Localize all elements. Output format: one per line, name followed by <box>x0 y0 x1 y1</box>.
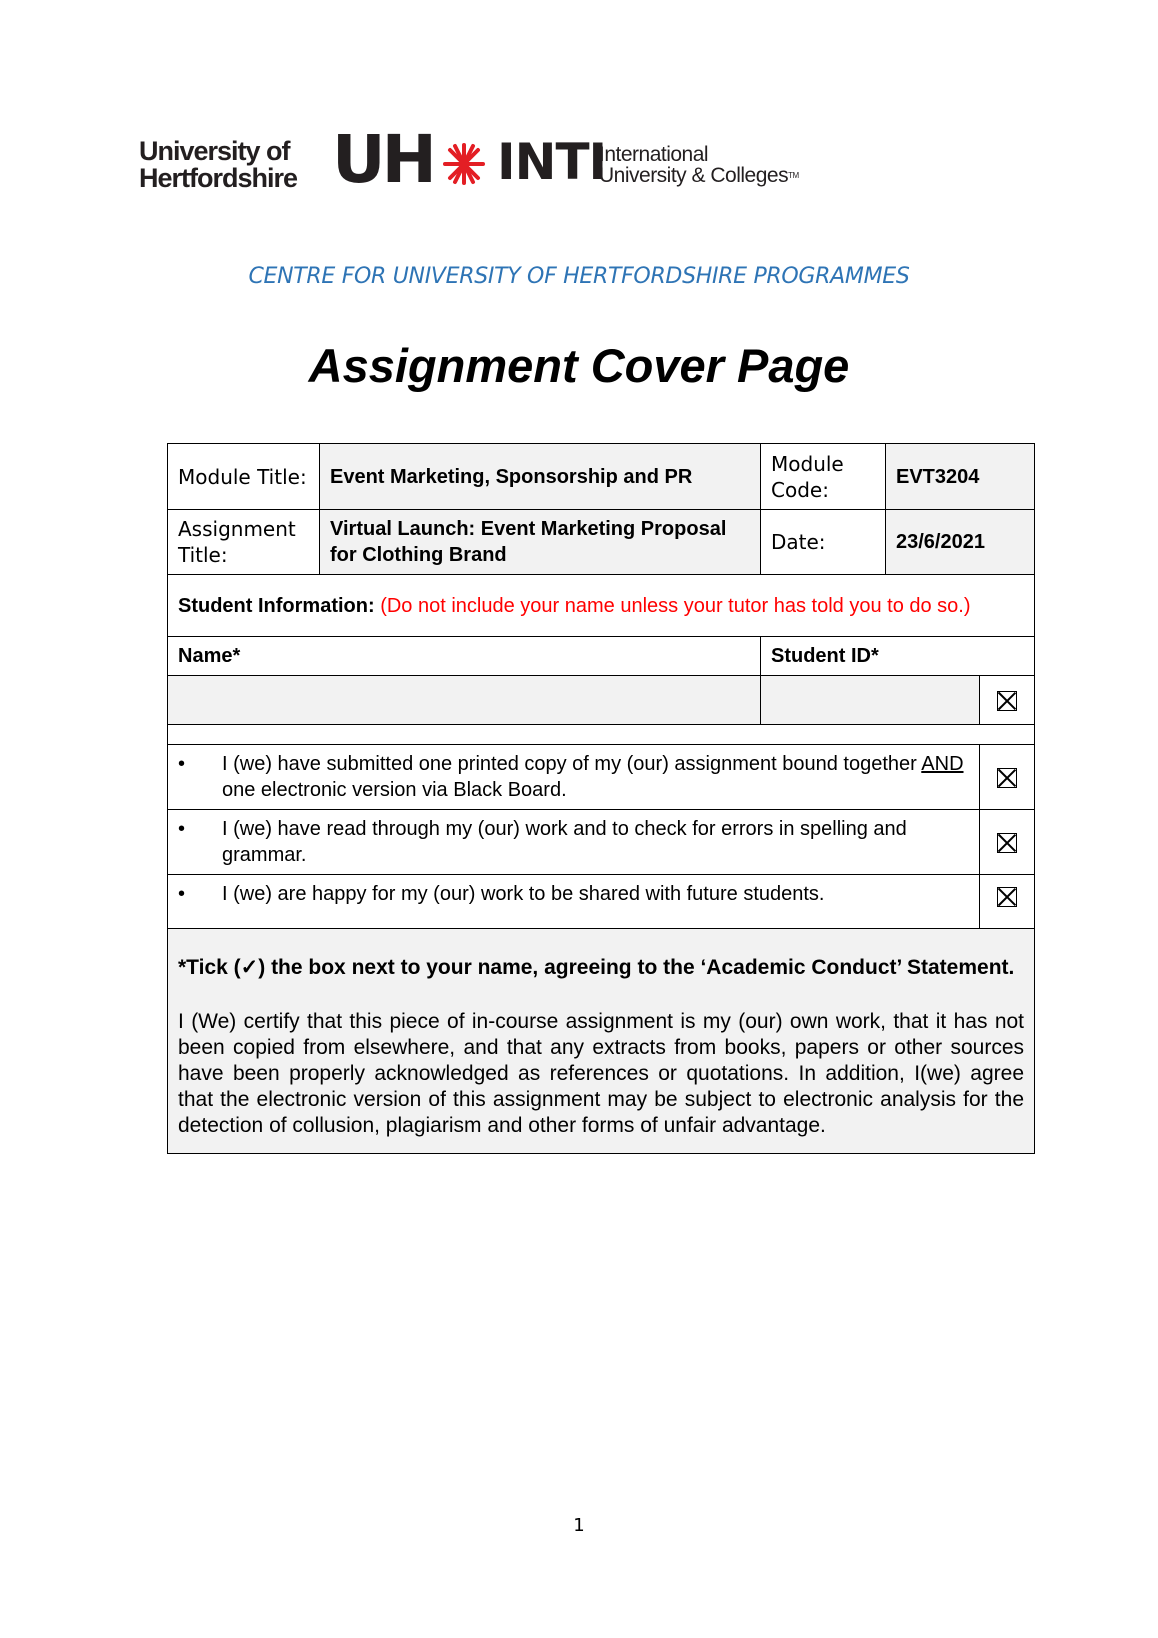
cover-table <box>167 443 1035 1154</box>
student-id-header: Student ID* <box>761 637 1035 676</box>
page-title: Assignment Cover Page <box>308 339 850 392</box>
name-header: Name* <box>168 637 761 676</box>
uh-wordmark: UH <box>332 121 433 198</box>
inti-wordmark: INTI <box>497 133 607 191</box>
inti-star-icon <box>439 139 489 189</box>
student-id-field[interactable] <box>761 676 980 725</box>
checked-box-icon <box>997 691 1017 711</box>
centre-heading: CENTRE FOR UNIVERSITY OF HERTFORDSHIRE PROGRAMMES <box>248 264 910 289</box>
checklist-checkbox[interactable] <box>980 810 1035 875</box>
conduct-checkbox[interactable] <box>980 676 1035 725</box>
assignment-title-value[interactable]: Virtual Launch: Event Marketing Proposal for Clothing Brand <box>320 510 761 575</box>
institution-logo <box>139 121 839 198</box>
checklist-item: • I (we) have submitted one printed copy of my (our) assignment bound together AND one electronic version via Black Board. <box>168 745 980 810</box>
checklist-item: • I (we) have read through my (our) work and to check for errors in spelling and grammar. <box>168 810 980 875</box>
statement-text: I (We) certify that this piece of in-course assignment is my (our) own work, that it has not been copied from elsewhere, and that any extracts from books, papers or other sources have been properly acknowledged as references or quotations. In addition, I(we) agree that the electronic version of this assignment may be subject to electronic analysis for the detection of collusion, plagiarism and other forms of unfair advantage. <box>178 1010 1025 1137</box>
page-number: 1 <box>573 1515 585 1536</box>
academic-conduct-statement <box>168 929 1035 1154</box>
student-information-label: Student Information: <box>178 594 375 617</box>
checklist-checkbox[interactable] <box>980 745 1035 810</box>
date-label: Date: <box>761 510 886 575</box>
checked-box-icon <box>997 833 1017 853</box>
module-code-label: Module Code: <box>761 444 886 510</box>
university-of-hertfordshire-wordmark: University of Hertfordshire <box>139 136 298 193</box>
student-information-note: (Do not include your name unless your tutor has told you to do so.) <box>380 594 971 617</box>
date-value[interactable]: 23/6/2021 <box>886 510 1035 575</box>
inti-tagline: International University & Colleges™ <box>599 143 799 187</box>
student-information <box>168 575 1035 637</box>
name-field[interactable] <box>168 676 761 725</box>
module-title-value[interactable]: Event Marketing, Sponsorship and PR <box>320 444 761 510</box>
checked-box-icon <box>997 887 1017 907</box>
checklist-item: • I (we) are happy for my (our) work to be shared with future students. <box>168 875 980 929</box>
assignment-title-label: Assignment Title: <box>168 510 320 575</box>
checklist-checkbox[interactable] <box>980 875 1035 929</box>
tick-instruction: *Tick (✓) the box next to your name, agreeing to the ‘Academic Conduct’ Statement. <box>178 956 1015 979</box>
checked-box-icon <box>997 768 1017 788</box>
spacer-row <box>168 725 1035 745</box>
module-code-value[interactable]: EVT3204 <box>886 444 1035 510</box>
module-title-label: Module Title: <box>168 444 320 510</box>
